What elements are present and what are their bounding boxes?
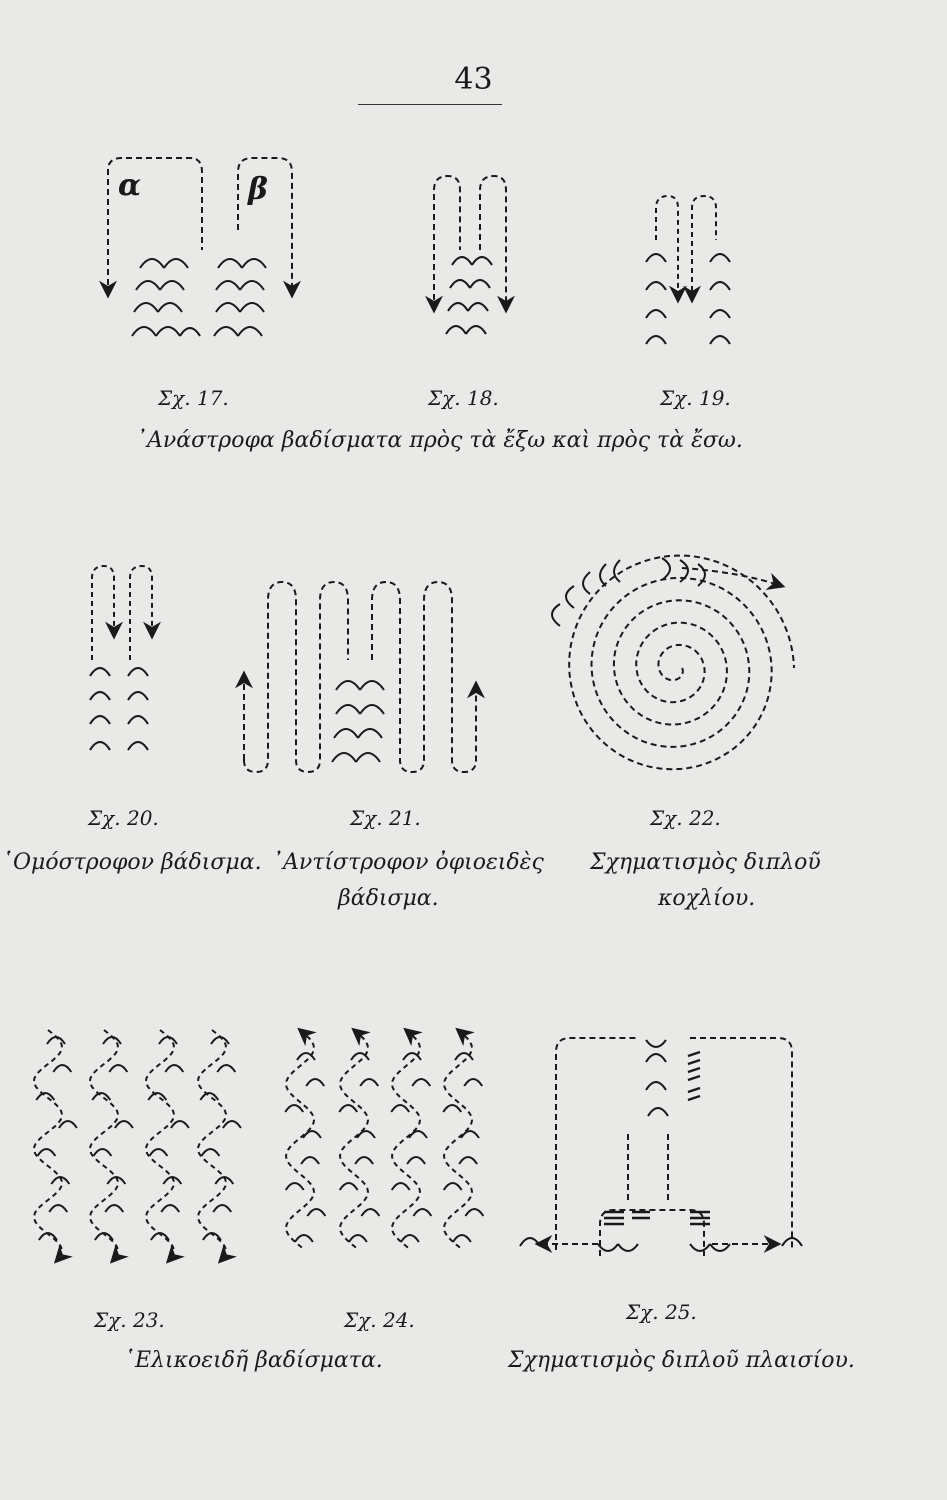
arcs-17b bbox=[214, 259, 266, 336]
label-17b: β bbox=[248, 172, 268, 207]
figure-20-drawing bbox=[90, 566, 152, 750]
figure-25-marks bbox=[604, 1052, 710, 1224]
page-number: 43 bbox=[454, 62, 493, 97]
caption-21: Σχ. 21. bbox=[350, 806, 421, 830]
caption-23: Σχ. 23. bbox=[94, 1308, 165, 1332]
caption-18: Σχ. 18. bbox=[428, 386, 499, 410]
figure-21-drawing bbox=[244, 582, 476, 772]
figure-25-drawing bbox=[520, 1038, 802, 1256]
title-row3-right: Σχηματισμὸς διπλοῦ πλαισίου. bbox=[508, 1348, 855, 1373]
figure-23-drawing bbox=[34, 1030, 241, 1261]
caption-25: Σχ. 25. bbox=[626, 1300, 697, 1324]
title-row1: ᾿Ανάστροφα βαδίσματα πρὸς τὰ ἔξω καὶ πρὸς τὰ ἔσω. bbox=[136, 428, 743, 453]
title-row2-left: ῾Ομόστροφον βάδισμα. bbox=[2, 850, 262, 875]
label-17a: α bbox=[118, 168, 142, 203]
caption-24: Σχ. 24. bbox=[344, 1308, 415, 1332]
figure-24-drawing bbox=[285, 1030, 483, 1249]
figure-19-drawing bbox=[646, 196, 730, 344]
caption-20: Σχ. 20. bbox=[88, 806, 159, 830]
figure-22-drawing bbox=[552, 556, 794, 770]
figure-18-drawing bbox=[434, 176, 506, 334]
caption-17: Σχ. 17. bbox=[158, 386, 229, 410]
title-row2-right-1: Σχηματισμὸς διπλοῦ bbox=[590, 850, 821, 875]
title-row3-left: ῾Ελικοειδῆ βαδίσματα. bbox=[124, 1348, 383, 1373]
caption-22: Σχ. 22. bbox=[650, 806, 721, 830]
title-row2-mid-1: ᾿Αντίστροφον ὀφιοειδὲς bbox=[272, 850, 544, 875]
title-row2-mid-2: βάδισμα. bbox=[338, 886, 439, 911]
arcs-17a bbox=[132, 259, 200, 336]
title-row2-right-2: κοχλίου. bbox=[658, 886, 756, 911]
caption-19: Σχ. 19. bbox=[660, 386, 731, 410]
